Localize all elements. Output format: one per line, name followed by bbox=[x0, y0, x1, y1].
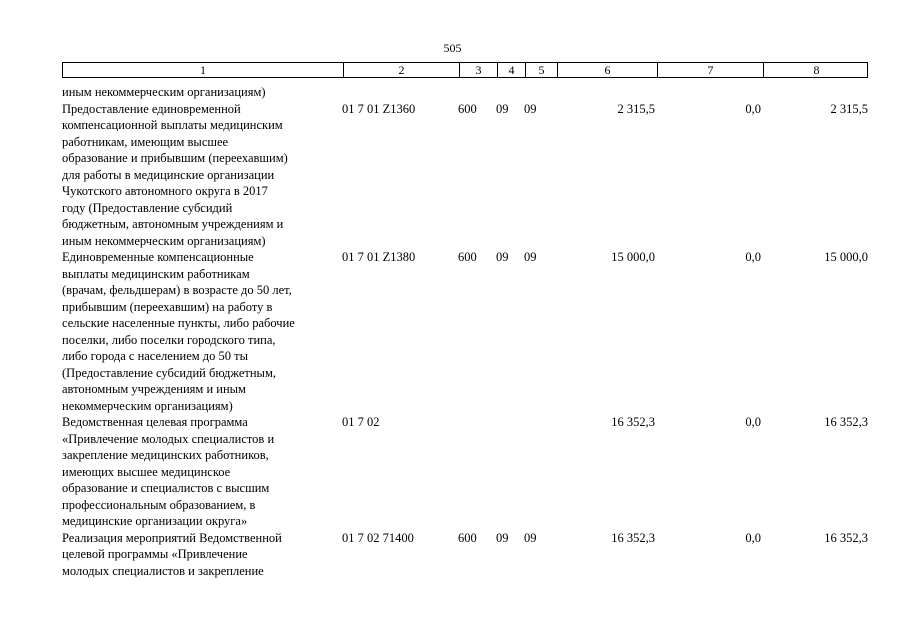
row-col-4: 09 bbox=[496, 530, 509, 545]
row-col-8: 2 315,5 bbox=[830, 101, 868, 116]
description-line: образование и прибывшим (переехавшим) bbox=[62, 151, 288, 165]
row-code: 01 7 02 bbox=[342, 415, 380, 429]
description-line: бюджетным, автономным учреждениям и bbox=[62, 217, 284, 231]
description-line: «Привлечение молодых специалистов и bbox=[62, 431, 275, 446]
table-row bbox=[0, 101, 905, 250]
description-line: для работы в медицинские организации bbox=[62, 167, 275, 182]
header-col-7: 7 bbox=[657, 63, 763, 77]
table-row bbox=[0, 530, 905, 580]
header-col-3: 3 bbox=[459, 63, 497, 77]
description-line: иным некоммерческим организациям) bbox=[62, 233, 266, 248]
description-line: Чукотского автономного округа в 2017 bbox=[62, 184, 268, 198]
description-line: профессиональным образованием, в bbox=[62, 497, 256, 512]
description-line: (врачам, фельдшерам) в возрасте до 50 лет, bbox=[62, 283, 292, 297]
row-col-8: 15 000,0 bbox=[824, 250, 868, 264]
row-col-7: 0,0 bbox=[745, 250, 761, 264]
description-line: выплаты медицинским работникам bbox=[62, 266, 250, 281]
description-line: либо города с населением до 50 ты bbox=[62, 349, 249, 363]
row-col-6: 16 352,3 bbox=[611, 415, 655, 429]
row-col-4: 09 bbox=[496, 101, 509, 116]
row-col-8: 16 352,3 bbox=[824, 415, 868, 429]
row-col-6: 15 000,0 bbox=[611, 250, 655, 264]
table-header bbox=[62, 62, 868, 78]
description-line: году (Предоставление субсидий bbox=[62, 200, 233, 215]
row-col-7: 0,0 bbox=[745, 415, 761, 429]
description-line: молодых специалистов и закрепление bbox=[62, 563, 264, 578]
row-col-3: 600 bbox=[458, 101, 477, 116]
row-col-3: 600 bbox=[458, 250, 477, 264]
row-col-5: 09 bbox=[524, 250, 537, 264]
description-line: (Предоставление субсидий бюджетным, bbox=[62, 365, 276, 380]
row-col-5: 09 bbox=[524, 101, 537, 116]
row-col-7: 0,0 bbox=[745, 101, 761, 116]
header-col-8: 8 bbox=[763, 63, 869, 77]
row-col-6: 16 352,3 bbox=[611, 530, 655, 545]
header-col-4: 4 bbox=[497, 63, 525, 77]
description-line: некоммерческим организациям) bbox=[62, 398, 233, 413]
page-number: 505 bbox=[443, 41, 462, 55]
row-description bbox=[62, 101, 342, 250]
description-line: компенсационной выплаты медицинским bbox=[62, 118, 283, 132]
row-col-7: 0,0 bbox=[745, 530, 761, 545]
row-col-8: 16 352,3 bbox=[824, 530, 868, 545]
row-col-4: 09 bbox=[496, 250, 509, 264]
description-line: медицинские организации округа» bbox=[62, 514, 248, 528]
description-line: поселки, либо поселки городского типа, bbox=[62, 332, 276, 347]
row-code: 01 7 02 71400 bbox=[342, 530, 414, 545]
description-line: Ведомственная целевая программа bbox=[62, 415, 248, 429]
description-line: Предоставление единовременной bbox=[62, 101, 241, 116]
table-row bbox=[0, 414, 905, 530]
description-line: целевой программы «Привлечение bbox=[62, 547, 248, 561]
row-code: 01 7 01 Z1360 bbox=[342, 101, 416, 116]
description-line: сельские населенные пункты, либо рабочие bbox=[62, 316, 295, 330]
row-description bbox=[62, 530, 342, 580]
row-col-6: 2 315,5 bbox=[617, 101, 655, 116]
description-line: закрепление медицинских работников, bbox=[62, 448, 269, 462]
description-line: автономным учреждениям и иным bbox=[62, 382, 246, 396]
description-line: иным некоммерческим организациям) bbox=[62, 85, 266, 99]
header-col-2: 2 bbox=[343, 63, 459, 77]
row-col-3: 600 bbox=[458, 530, 477, 545]
description-line: имеющих высшее медицинское bbox=[62, 464, 231, 479]
header-col-1: 1 bbox=[200, 63, 206, 77]
header-col-6: 6 bbox=[557, 63, 657, 77]
description-line: работникам, имеющим высшее bbox=[62, 134, 229, 149]
row-description bbox=[62, 414, 342, 530]
row-description bbox=[62, 249, 342, 414]
row-code: 01 7 01 Z1380 bbox=[342, 250, 416, 264]
description-line: образование и специалистов с высшим bbox=[62, 481, 270, 495]
description-line: прибывшим (переехавшим) на работу в bbox=[62, 299, 273, 314]
table-row bbox=[0, 249, 905, 414]
description-line: Единовременные компенсационные bbox=[62, 250, 254, 264]
description-line: Реализация мероприятий Ведомственной bbox=[62, 530, 282, 545]
row-col-5: 09 bbox=[524, 530, 537, 545]
header-col-5: 5 bbox=[525, 63, 557, 77]
row-description bbox=[62, 84, 342, 101]
table-row bbox=[0, 84, 905, 101]
table-body bbox=[0, 84, 905, 579]
